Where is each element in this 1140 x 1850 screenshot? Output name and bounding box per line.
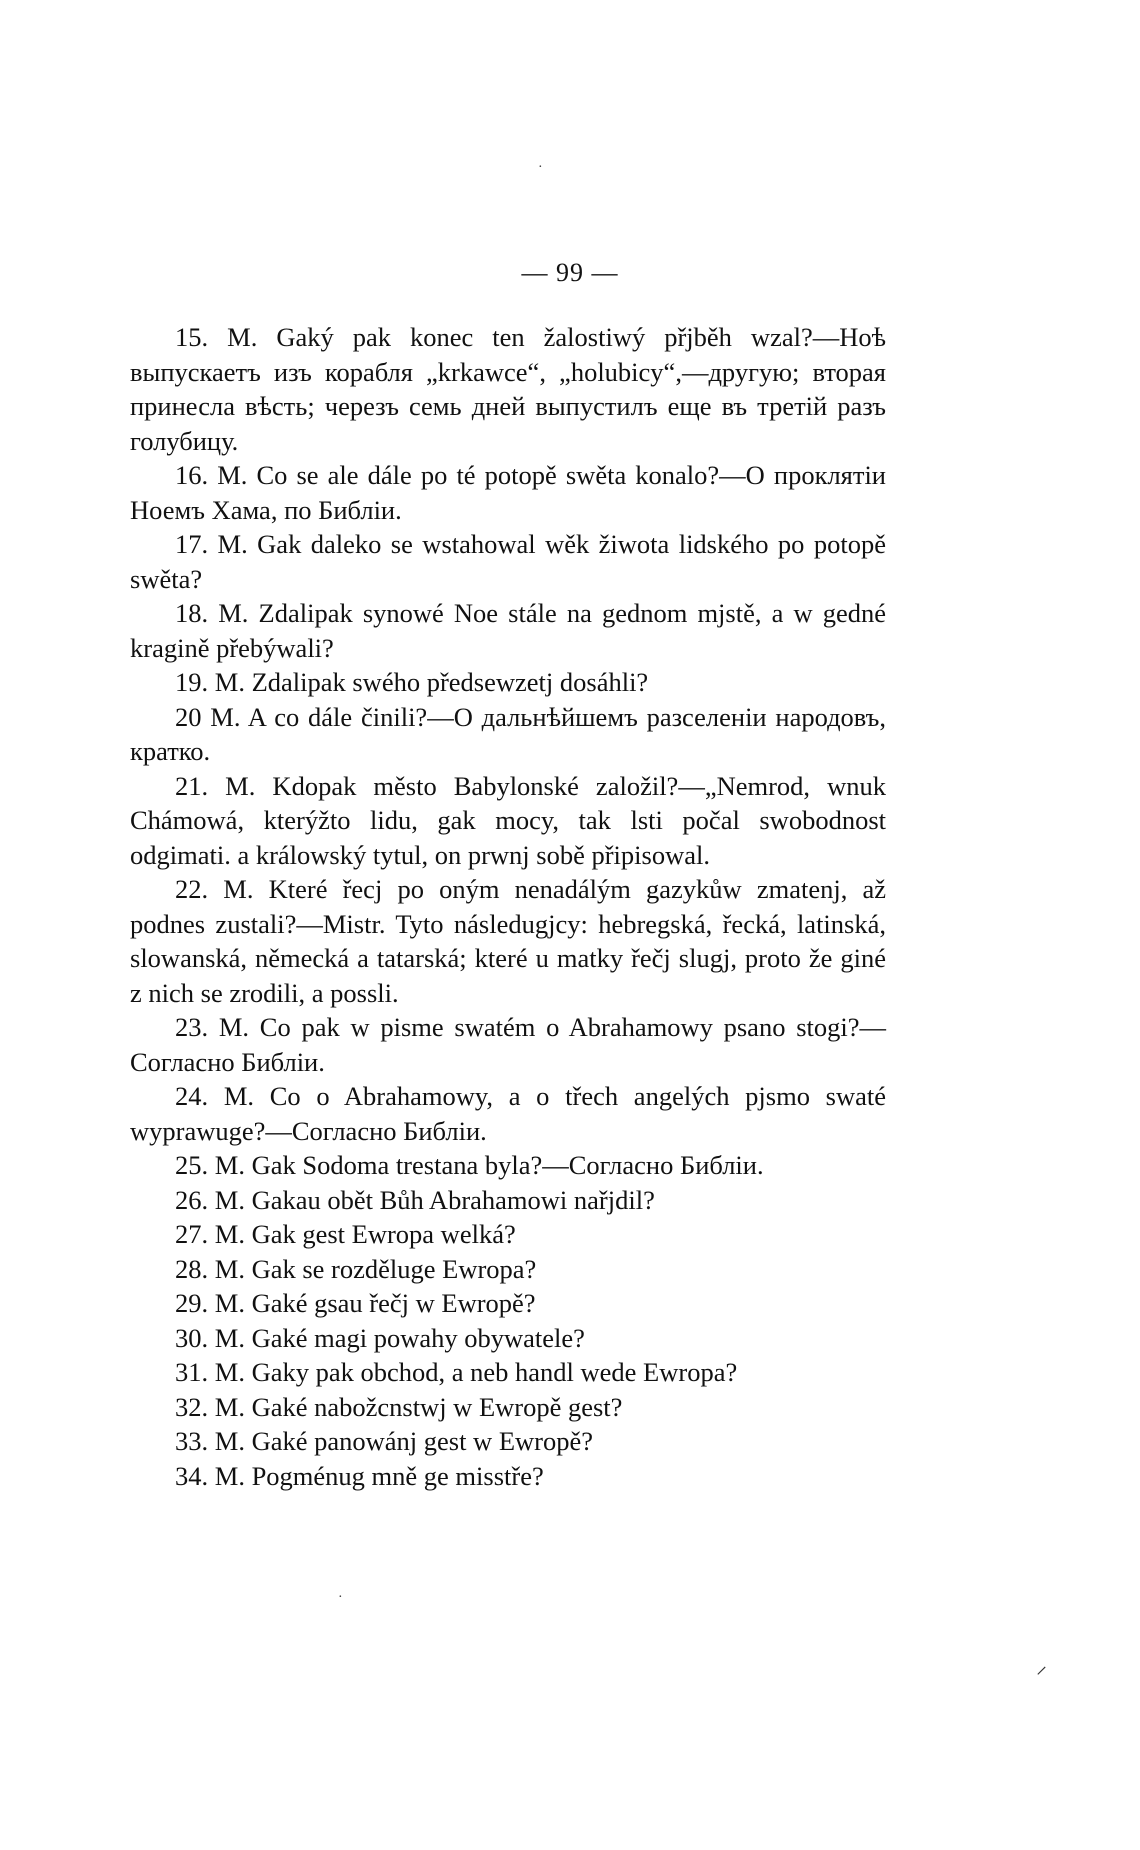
entry-20: 20 M. A co dále činili?—O дальнѣйшемъ разселеніи народовъ, кратко. (130, 701, 886, 766)
entry-33: 33. M. Gaké panowánj gest w Ewropě? (175, 1426, 593, 1456)
corner-tick-mark: ⸝ (1036, 1653, 1048, 1678)
entry-19: 19. M. Zdalipak swého předsewzetj dosáhli? (175, 667, 649, 697)
entry-21: 21. M. Kdopak město Babylonské založil?—„Nemrod, wnuk Chámowá, kterýžto lidu, gak mocy, tak lsti počal swobodnost odgimati. a králowský tytul, on prwnj sobě připisowal. (130, 770, 886, 870)
top-dot-mark: · (538, 160, 543, 175)
page-text (130, 320, 886, 1493)
entry-16: 16. M. Co se ale dále po té potopě swěta konalo?—O проклятіи Ноемъ Хама, по Библіи. (130, 460, 886, 525)
entry-34: 34. M. Pogménug mně ge misstře? (175, 1460, 544, 1491)
page-number: — 99 — (521, 258, 619, 287)
entry-31: 31. M. Gaky pak obchod, a neb handl wede Ewropa? (175, 1357, 738, 1387)
bottom-dot-mark: · (338, 1590, 343, 1605)
entry-23: 23. M. Co pak w pisme swatém o Abrahamowy psano stogi?—Согласно Библіи. (130, 1012, 886, 1077)
entry-18: 18. M. Zdalipak synowé Noe stále na gednom mjstě, a w gedné kragině přebýwali? (130, 598, 886, 663)
entry-28: 28. M. Gak se rozděluge Ewropa? (175, 1253, 537, 1284)
entry-26: 26. M. Gakau obět Bůh Abrahamowi nařjdil? (175, 1184, 655, 1215)
entry-25: 25. M. Gak Sodoma trestana byla?—Согласно Библіи. (175, 1150, 764, 1180)
entry-15: 15. M. Gaký pak konec ten žalostiwý přjběh wzal?—Ноѣ выпускаетъ изъ корабля „krkawce“, „holubicy“,—другую; вторая принесла вѣсть; черезъ семь дней выпустилъ еще въ третій разъ голубицу. (130, 322, 886, 456)
entry-22: 22. M. Které řecj po oným nenadálým gazykůw zmatenj, až podnes zustali?—Mistr. Tyto následugjcy: hebregská, řecká, latinská, slowanská, německá a tatarská; které u matky řečj slugj, proto že giné z nich se zrodili, a possli. (130, 874, 886, 1008)
entry-17: 17. M. Gak daleko se wstahowal wěk žiwota lidského po potopě swěta? (130, 529, 886, 594)
entry-32: 32. M. Gaké nabožcnstwj w Ewropě gest? (175, 1391, 623, 1422)
entry-30: 30. M. Gaké magi powahy obywatele? (175, 1322, 585, 1353)
entry-29: 29. M. Gaké gsau řečj w Ewropě? (175, 1288, 536, 1318)
entry-27: 27. M. Gak gest Ewropa welká? (175, 1219, 516, 1249)
entry-24: 24. M. Co o Abrahamowy, a o třech angelých pjsmo swaté wyprawuge?—Согласно Библіи. (130, 1081, 886, 1146)
